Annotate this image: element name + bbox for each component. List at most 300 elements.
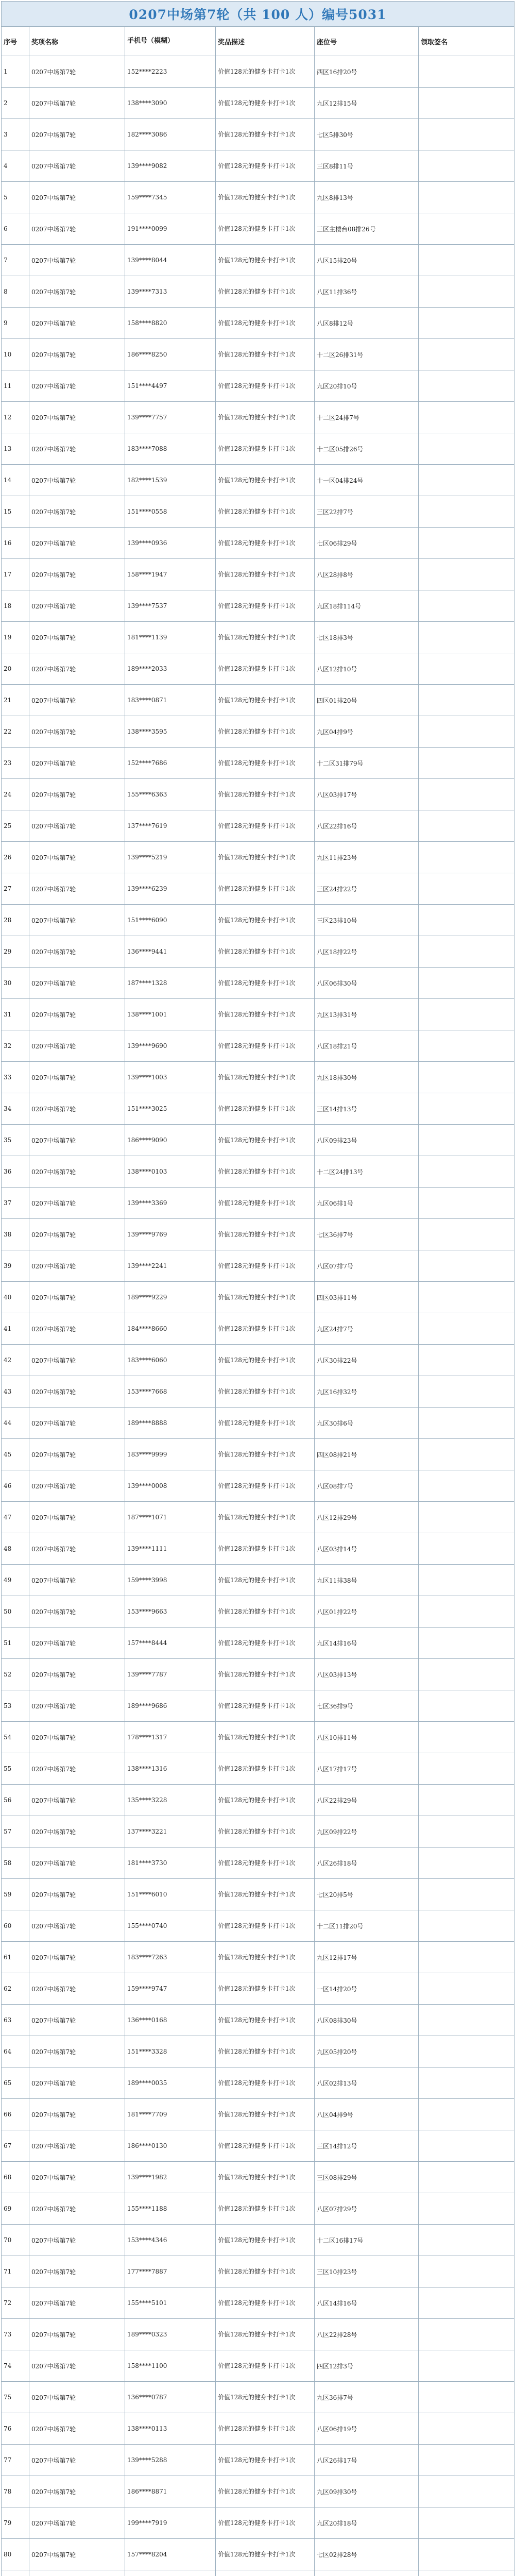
seq-cell: 13 [2,433,29,465]
activity-cell: 0207中场第7轮 [29,622,125,653]
prize-cell: 价值128元的健身卡打卡1次 [216,213,315,245]
sign-cell [419,1533,514,1565]
phone-cell: 189****0035 [125,2067,216,2099]
seq-cell: 39 [2,1250,29,1282]
table-row [2,1596,514,1628]
activity-cell [29,2570,125,2576]
activity-cell: 0207中场第7轮 [29,339,125,370]
sign-cell [419,685,514,716]
seat-cell: 八区11排36号 [315,276,419,308]
prize-cell: 价值128元的健身卡打卡1次 [216,810,315,842]
seq-cell: 20 [2,653,29,685]
prize-cell: 价值128元的健身卡打卡1次 [216,936,315,968]
sign-cell [419,402,514,433]
prize-cell: 价值128元的健身卡打卡1次 [216,905,315,936]
seq-cell: 58 [2,1848,29,1879]
phone-cell: 189****9686 [125,1690,216,1722]
activity-cell: 0207中场第7轮 [29,213,125,245]
table-row [2,1470,514,1502]
activity-cell: 0207中场第7轮 [29,2476,125,2507]
phone-cell: 186****8871 [125,2476,216,2507]
header-activity: 奖项名称 [29,27,125,56]
prize-cell: 价值128元的健身卡打卡1次 [216,2350,315,2382]
prize-cell: 价值128元的健身卡打卡1次 [216,2162,315,2193]
table-row [2,2350,514,2382]
phone-cell: 139****3369 [125,1188,216,1219]
seat-cell: 八区30排22号 [315,1345,419,1376]
prize-cell: 价值128元的健身卡打卡1次 [216,1722,315,1753]
seat-cell: 八区28排8号 [315,559,419,590]
activity-cell: 0207中场第7轮 [29,2413,125,2445]
seat-cell: 三区22排7号 [315,496,419,528]
phone-cell: 139****9082 [125,150,216,182]
sign-cell [419,2036,514,2067]
table-row [2,2256,514,2287]
table-row [2,433,514,465]
seat-cell: 九区16排32号 [315,1376,419,1408]
seat-cell: 九区18排114号 [315,590,419,622]
seq-cell [2,2570,29,2576]
prize-cell: 价值128元的健身卡打卡1次 [216,1470,315,1502]
prize-cell: 价值128元的健身卡打卡1次 [216,590,315,622]
sign-cell [419,1125,514,1156]
table-row [2,559,514,590]
prize-cell: 价值128元的健身卡打卡1次 [216,433,315,465]
sign-cell [419,308,514,339]
phone-cell: 191****0099 [125,213,216,245]
table-row [2,1439,514,1470]
seq-cell: 28 [2,905,29,936]
prize-roster-table [1,1,514,2576]
table-row [2,339,514,370]
sign-cell [419,2099,514,2130]
seat-cell [315,2570,419,2576]
prize-cell [216,2570,315,2576]
prize-cell: 价值128元的健身卡打卡1次 [216,1345,315,1376]
seq-cell: 63 [2,2005,29,2036]
sign-cell [419,559,514,590]
table-row [2,276,514,308]
activity-cell: 0207中场第7轮 [29,810,125,842]
activity-cell: 0207中场第7轮 [29,1345,125,1376]
sign-cell [419,2570,514,2576]
sign-cell [419,842,514,873]
seat-cell: 九区30排6号 [315,1408,419,1439]
table-row [2,402,514,433]
table-row [2,1753,514,1785]
table-row [2,1408,514,1439]
prize-cell: 价值128元的健身卡打卡1次 [216,1565,315,1596]
prize-cell: 价值128元的健身卡打卡1次 [216,402,315,433]
seq-cell: 24 [2,779,29,810]
phone-cell: 139****7787 [125,1659,216,1690]
seat-cell: 十二区16排17号 [315,2225,419,2256]
prize-cell: 价值128元的健身卡打卡1次 [216,2287,315,2319]
sign-cell [419,1188,514,1219]
seat-cell: 八区07排7号 [315,1250,419,1282]
activity-cell: 0207中场第7轮 [29,1062,125,1093]
table-row [2,2476,514,2507]
sign-cell [419,936,514,968]
phone-cell: 139****9769 [125,1219,216,1250]
phone-cell: 139****9690 [125,1030,216,1062]
prize-cell: 价值128元的健身卡打卡1次 [216,1439,315,1470]
header-phone: 手机号（模糊） [125,27,216,56]
seat-cell: 十二区24排13号 [315,1156,419,1188]
sign-cell [419,2413,514,2445]
sign-cell [419,2350,514,2382]
activity-cell: 0207中场第7轮 [29,2067,125,2099]
prize-cell: 价值128元的健身卡打卡1次 [216,308,315,339]
activity-cell: 0207中场第7轮 [29,1879,125,1910]
seq-cell: 62 [2,1973,29,2005]
sign-cell [419,1282,514,1313]
table-row [2,968,514,999]
seq-cell: 68 [2,2162,29,2193]
phone-cell: 138****0103 [125,1156,216,1188]
seq-cell: 74 [2,2350,29,2382]
sign-cell [419,1816,514,1848]
seat-cell: 九区24排7号 [315,1313,419,1345]
table-row [2,2130,514,2162]
prize-cell: 价值128元的健身卡打卡1次 [216,1596,315,1628]
phone-cell: 181****1139 [125,622,216,653]
seq-cell: 72 [2,2287,29,2319]
prize-cell: 价值128元的健身卡打卡1次 [216,1816,315,1848]
seq-cell: 10 [2,339,29,370]
prize-cell: 价值128元的健身卡打卡1次 [216,1690,315,1722]
activity-cell: 0207中场第7轮 [29,496,125,528]
sign-cell [419,2130,514,2162]
table-row [2,2036,514,2067]
phone-cell: 151****4497 [125,370,216,402]
sign-cell [419,2162,514,2193]
table-row [2,1848,514,1879]
seat-cell: 一区14排20号 [315,1973,419,2005]
phone-cell: 155****0740 [125,1910,216,1942]
activity-cell: 0207中场第7轮 [29,2005,125,2036]
seq-cell: 30 [2,968,29,999]
phone-cell: 183****7263 [125,1942,216,1973]
prize-cell: 价值128元的健身卡打卡1次 [216,685,315,716]
sign-cell [419,1093,514,1125]
prize-cell: 价值128元的健身卡打卡1次 [216,653,315,685]
sign-cell [419,716,514,748]
prize-cell: 价值128元的健身卡打卡1次 [216,1659,315,1690]
seat-cell: 十二区11排20号 [315,1910,419,1942]
phone-cell: 157****8204 [125,2539,216,2570]
sign-cell [419,810,514,842]
table-row [2,1565,514,1596]
activity-cell: 0207中场第7轮 [29,968,125,999]
prize-cell: 价值128元的健身卡打卡1次 [216,1879,315,1910]
header-row [2,27,514,56]
seq-cell: 71 [2,2256,29,2287]
prize-cell: 价值128元的健身卡打卡1次 [216,779,315,810]
prize-cell: 价值128元的健身卡打卡1次 [216,56,315,88]
activity-cell: 0207中场第7轮 [29,402,125,433]
activity-cell: 0207中场第7轮 [29,2256,125,2287]
activity-cell: 0207中场第7轮 [29,1659,125,1690]
prize-cell: 价值128元的健身卡打卡1次 [216,1910,315,1942]
sign-cell [419,1722,514,1753]
table-row [2,2162,514,2193]
phone-cell: 183****7088 [125,433,216,465]
activity-cell: 0207中场第7轮 [29,1848,125,1879]
sign-cell [419,1219,514,1250]
prize-cell: 价值128元的健身卡打卡1次 [216,1753,315,1785]
activity-cell: 0207中场第7轮 [29,1313,125,1345]
sign-cell [419,1250,514,1282]
seat-cell: 七区02排28号 [315,2539,419,2570]
sign-cell [419,1565,514,1596]
seq-cell: 36 [2,1156,29,1188]
seq-cell: 21 [2,685,29,716]
activity-cell: 0207中场第7轮 [29,999,125,1030]
prize-cell: 价值128元的健身卡打卡1次 [216,1942,315,1973]
seat-cell: 四区01排20号 [315,685,419,716]
seq-cell: 57 [2,1816,29,1848]
activity-cell: 0207中场第7轮 [29,56,125,88]
table-row [2,528,514,559]
sign-cell [419,465,514,496]
phone-cell: 152****7686 [125,748,216,779]
activity-cell: 0207中场第7轮 [29,2319,125,2350]
sign-cell [419,2539,514,2570]
seq-cell: 61 [2,1942,29,1973]
seq-cell: 75 [2,2382,29,2413]
seat-cell: 九区04排9号 [315,716,419,748]
seq-cell: 35 [2,1125,29,1156]
table-row [2,2413,514,2445]
seat-cell: 七区06排29号 [315,528,419,559]
sign-cell [419,2067,514,2099]
header-seq: 序号 [2,27,29,56]
seat-cell: 三区主楼台08排26号 [315,213,419,245]
activity-cell: 0207中场第7轮 [29,2225,125,2256]
seq-cell: 22 [2,716,29,748]
sign-cell [419,779,514,810]
seat-cell: 九区13排31号 [315,999,419,1030]
table-row [2,1156,514,1188]
sign-cell [419,1628,514,1659]
seq-cell: 14 [2,465,29,496]
activity-cell: 0207中场第7轮 [29,1093,125,1125]
prize-cell: 价值128元的健身卡打卡1次 [216,1502,315,1533]
seat-cell: 七区36排9号 [315,1690,419,1722]
sign-cell [419,1345,514,1376]
activity-cell: 0207中场第7轮 [29,2350,125,2382]
seat-cell: 九区11排23号 [315,842,419,873]
seat-cell: 九区09排22号 [315,1816,419,1848]
table-row [2,873,514,905]
seq-cell: 48 [2,1533,29,1565]
phone-cell: 155****1188 [125,2193,216,2225]
phone-cell: 151****3328 [125,2036,216,2067]
table-row [2,496,514,528]
phone-cell: 151****6010 [125,1879,216,1910]
table-row [2,2319,514,2350]
phone-cell: 158****8820 [125,308,216,339]
seat-cell: 十二区26排31号 [315,339,419,370]
table-row [2,465,514,496]
seq-cell: 23 [2,748,29,779]
activity-cell: 0207中场第7轮 [29,2445,125,2476]
prize-cell: 价值128元的健身卡打卡1次 [216,245,315,276]
sign-cell [419,339,514,370]
activity-cell: 0207中场第7轮 [29,465,125,496]
activity-cell: 0207中场第7轮 [29,1785,125,1816]
activity-cell: 0207中场第7轮 [29,1250,125,1282]
seat-cell: 八区22排28号 [315,2319,419,2350]
phone-cell: 137****7619 [125,810,216,842]
table-row [2,1313,514,1345]
table-row [2,1879,514,1910]
table-row [2,936,514,968]
seq-cell: 60 [2,1910,29,1942]
sign-cell [419,1502,514,1533]
prize-cell: 价值128元的健身卡打卡1次 [216,1219,315,1250]
sign-cell [419,150,514,182]
phone-cell: 136****0168 [125,2005,216,2036]
seat-cell: 十二区05排26号 [315,433,419,465]
prize-cell: 价值128元的健身卡打卡1次 [216,2067,315,2099]
sign-cell [419,873,514,905]
seat-cell: 八区10排11号 [315,1722,419,1753]
activity-cell: 0207中场第7轮 [29,88,125,119]
seq-cell: 64 [2,2036,29,2067]
activity-cell: 0207中场第7轮 [29,1942,125,1973]
table-row [2,622,514,653]
seat-cell: 九区18排30号 [315,1062,419,1093]
prize-cell: 价值128元的健身卡打卡1次 [216,2130,315,2162]
prize-cell: 价值128元的健身卡打卡1次 [216,1973,315,2005]
seat-cell: 四区08排21号 [315,1439,419,1470]
activity-cell: 0207中场第7轮 [29,182,125,213]
seq-cell: 52 [2,1659,29,1690]
phone-cell: 159****3998 [125,1565,216,1596]
sign-cell [419,182,514,213]
prize-cell: 价值128元的健身卡打卡1次 [216,1062,315,1093]
prize-cell: 价值128元的健身卡打卡1次 [216,968,315,999]
activity-cell: 0207中场第7轮 [29,1470,125,1502]
table-row [2,1219,514,1250]
seat-cell: 八区01排22号 [315,1596,419,1628]
sign-cell [419,276,514,308]
sign-cell [419,119,514,150]
sign-cell [419,2382,514,2413]
sign-cell [419,1062,514,1093]
sign-cell [419,1313,514,1345]
seat-cell: 八区07排29号 [315,2193,419,2225]
phone-cell: 139****2241 [125,1250,216,1282]
seat-cell: 三区24排22号 [315,873,419,905]
activity-cell: 0207中场第7轮 [29,1439,125,1470]
seq-cell: 17 [2,559,29,590]
seq-cell: 2 [2,88,29,119]
activity-cell: 0207中场第7轮 [29,2162,125,2193]
table-row [2,213,514,245]
prize-cell: 价值128元的健身卡打卡1次 [216,182,315,213]
seq-cell: 53 [2,1690,29,1722]
seat-cell: 四区03排11号 [315,1282,419,1313]
table-row [2,1659,514,1690]
table-row [2,1910,514,1942]
activity-cell: 0207中场第7轮 [29,2193,125,2225]
phone-cell: 151****6090 [125,905,216,936]
prize-cell: 价值128元的健身卡打卡1次 [216,119,315,150]
table-row [2,119,514,150]
prize-cell: 价值128元的健身卡打卡1次 [216,842,315,873]
phone-cell: 138****1001 [125,999,216,1030]
activity-cell: 0207中场第7轮 [29,1690,125,1722]
seat-cell: 九区20排10号 [315,370,419,402]
activity-cell: 0207中场第7轮 [29,119,125,150]
activity-cell: 0207中场第7轮 [29,2539,125,2570]
phone-cell: 182****3086 [125,119,216,150]
sign-cell [419,1659,514,1690]
table-row [2,182,514,213]
phone-cell: 139****1111 [125,1533,216,1565]
table-row [2,2193,514,2225]
sign-cell [419,1785,514,1816]
seat-cell: 八区06排19号 [315,2413,419,2445]
activity-cell: 0207中场第7轮 [29,1376,125,1408]
seq-cell: 16 [2,528,29,559]
phone-cell: 177****7887 [125,2256,216,2287]
sign-cell [419,905,514,936]
seq-cell: 11 [2,370,29,402]
prize-cell: 价值128元的健身卡打卡1次 [216,1188,315,1219]
sign-cell [419,370,514,402]
activity-cell: 0207中场第7轮 [29,1282,125,1313]
header-prize: 奖品描述 [216,27,315,56]
prize-cell: 价值128元的健身卡打卡1次 [216,1093,315,1125]
activity-cell: 0207中场第7轮 [29,842,125,873]
sign-cell [419,2005,514,2036]
seat-cell: 八区02排13号 [315,2067,419,2099]
seq-cell: 55 [2,1753,29,1785]
section-banner [2,2,514,27]
seat-cell: 八区08排30号 [315,2005,419,2036]
table-row [2,1125,514,1156]
seq-cell: 49 [2,1565,29,1596]
sign-cell [419,968,514,999]
prize-cell: 价值128元的健身卡打卡1次 [216,716,315,748]
prize-cell: 价值128元的健身卡打卡1次 [216,1628,315,1659]
phone-cell: 137****3221 [125,1816,216,1848]
phone-cell: 136****9441 [125,936,216,968]
activity-cell: 0207中场第7轮 [29,1408,125,1439]
table-row [2,1628,514,1659]
activity-cell: 0207中场第7轮 [29,370,125,402]
seat-cell: 三区14排12号 [315,2130,419,2162]
phone-cell: 189****8888 [125,1408,216,1439]
phone-cell: 182****1539 [125,465,216,496]
table-row [2,1345,514,1376]
phone-cell: 139****7537 [125,590,216,622]
sign-cell [419,2225,514,2256]
sign-cell [419,1848,514,1879]
seat-cell: 九区20排18号 [315,2507,419,2539]
table-row [2,1502,514,1533]
seat-cell: 八区03排17号 [315,779,419,810]
phone-cell: 158****1947 [125,559,216,590]
activity-cell: 0207中场第7轮 [29,1596,125,1628]
activity-cell: 0207中场第7轮 [29,653,125,685]
prize-cell: 价值128元的健身卡打卡1次 [216,2319,315,2350]
activity-cell: 0207中场第7轮 [29,245,125,276]
